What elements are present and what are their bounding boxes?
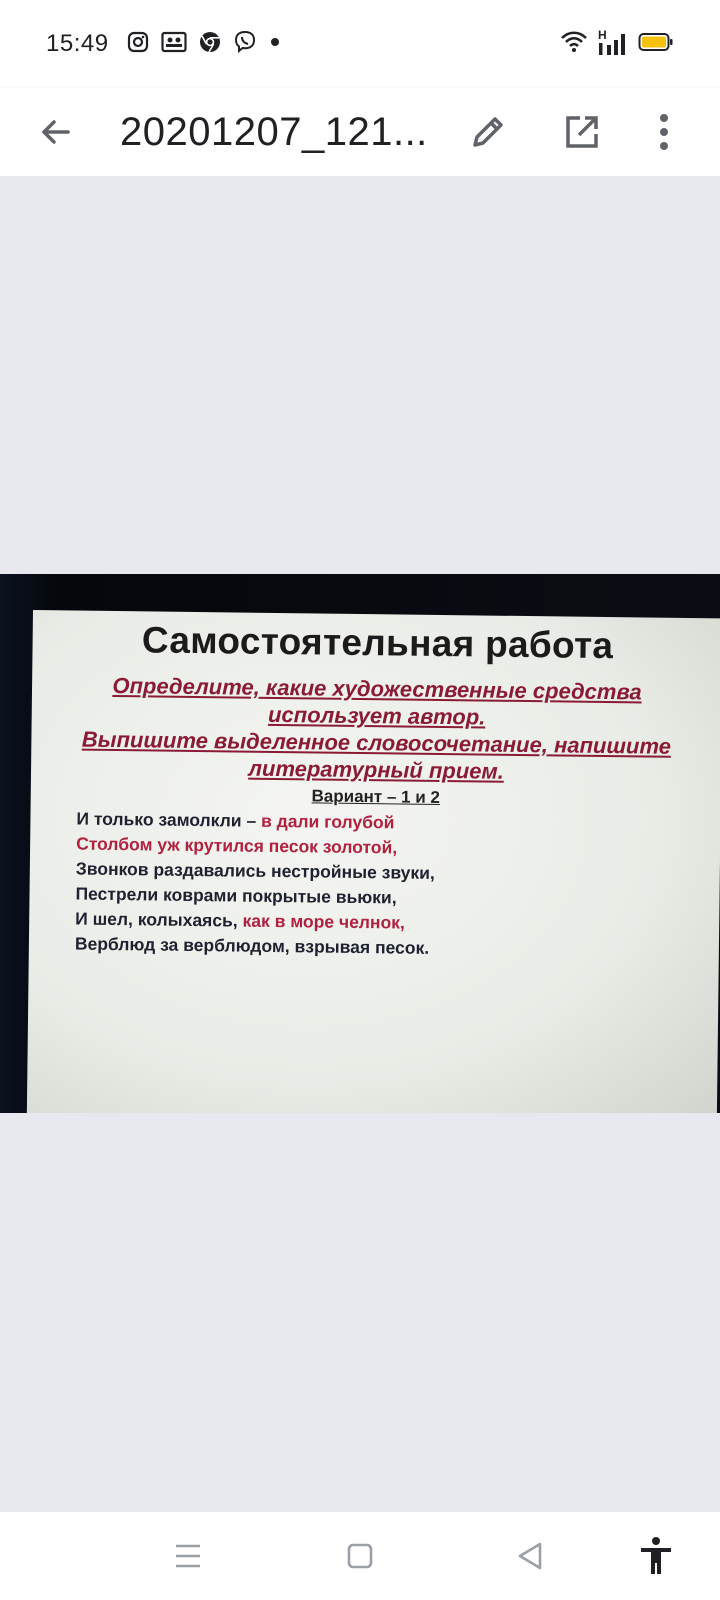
- instruction-1: [32, 671, 720, 733]
- home-button[interactable]: [338, 1534, 382, 1578]
- news-icon: [161, 31, 187, 58]
- battery-icon: [638, 32, 674, 57]
- slide-title: Самостоятельная работа: [141, 619, 614, 667]
- photo[interactable]: [0, 574, 720, 1113]
- instruction-1-line-1: Определите, какие художественные средства: [112, 672, 642, 705]
- signal-icon: [598, 28, 628, 57]
- instruction-2: [31, 725, 720, 787]
- accessibility-icon: [638, 1536, 674, 1576]
- poem-line-1-text: И только замолкли –: [76, 808, 262, 831]
- status-time: 15:49: [46, 30, 109, 57]
- image-viewer[interactable]: [0, 176, 720, 1510]
- instruction-2-line-2: литературный прием.: [248, 755, 504, 784]
- poem-line-4: Пестрели коврами покрытые вьюки,: [75, 883, 397, 908]
- viber-icon: [233, 30, 257, 59]
- notification-icons: [127, 30, 281, 59]
- back-triangle-icon: [516, 1541, 544, 1571]
- chrome-icon: [199, 31, 221, 58]
- instagram-icon: [127, 31, 149, 58]
- dot-icon: [269, 35, 281, 53]
- menu-lines-icon: [174, 1543, 202, 1569]
- status-right-icons: [560, 28, 674, 58]
- accessibility-button[interactable]: [634, 1534, 678, 1578]
- back-button[interactable]: [28, 104, 84, 160]
- poem-line-1-highlight: в дали голубой: [260, 810, 395, 833]
- home-square-icon: [347, 1543, 373, 1569]
- instruction-1-line-2: использует автор.: [267, 701, 486, 730]
- network-type-label: H: [598, 28, 607, 42]
- navigation-bar: [0, 1512, 720, 1600]
- more-vert-icon: [658, 113, 670, 151]
- poem-line-5-text: И шел, колыхаясь,: [75, 908, 243, 931]
- system-back-button[interactable]: [508, 1534, 552, 1578]
- app-bar: [0, 88, 720, 176]
- recents-button[interactable]: [166, 1534, 210, 1578]
- poem-line-6: Верблюд за верблюдом, взрывая песок.: [74, 933, 430, 958]
- poem-line-5-highlight: как в море челнок,: [242, 910, 405, 933]
- open-with-button[interactable]: [554, 104, 610, 160]
- file-title: 20201207_121...: [120, 109, 428, 154]
- pencil-icon: [469, 113, 507, 151]
- poem-line-2: Столбом уж крутился песок золотой,: [76, 833, 398, 858]
- status-bar: [0, 0, 720, 88]
- variant-label: Вариант – 1 и 2: [311, 786, 441, 807]
- poem-line-3: Звонков раздавались нестройные звуки,: [75, 858, 435, 883]
- edit-button[interactable]: [460, 104, 516, 160]
- open-external-icon: [563, 113, 601, 151]
- more-options-button[interactable]: [636, 104, 692, 160]
- presentation-slide: [27, 610, 720, 1113]
- back-arrow-icon: [38, 114, 74, 150]
- poem: [75, 807, 677, 964]
- wifi-icon: [560, 31, 588, 58]
- instruction-2-line-1: Выпишите выделенное словосочетание, напишите: [81, 726, 672, 759]
